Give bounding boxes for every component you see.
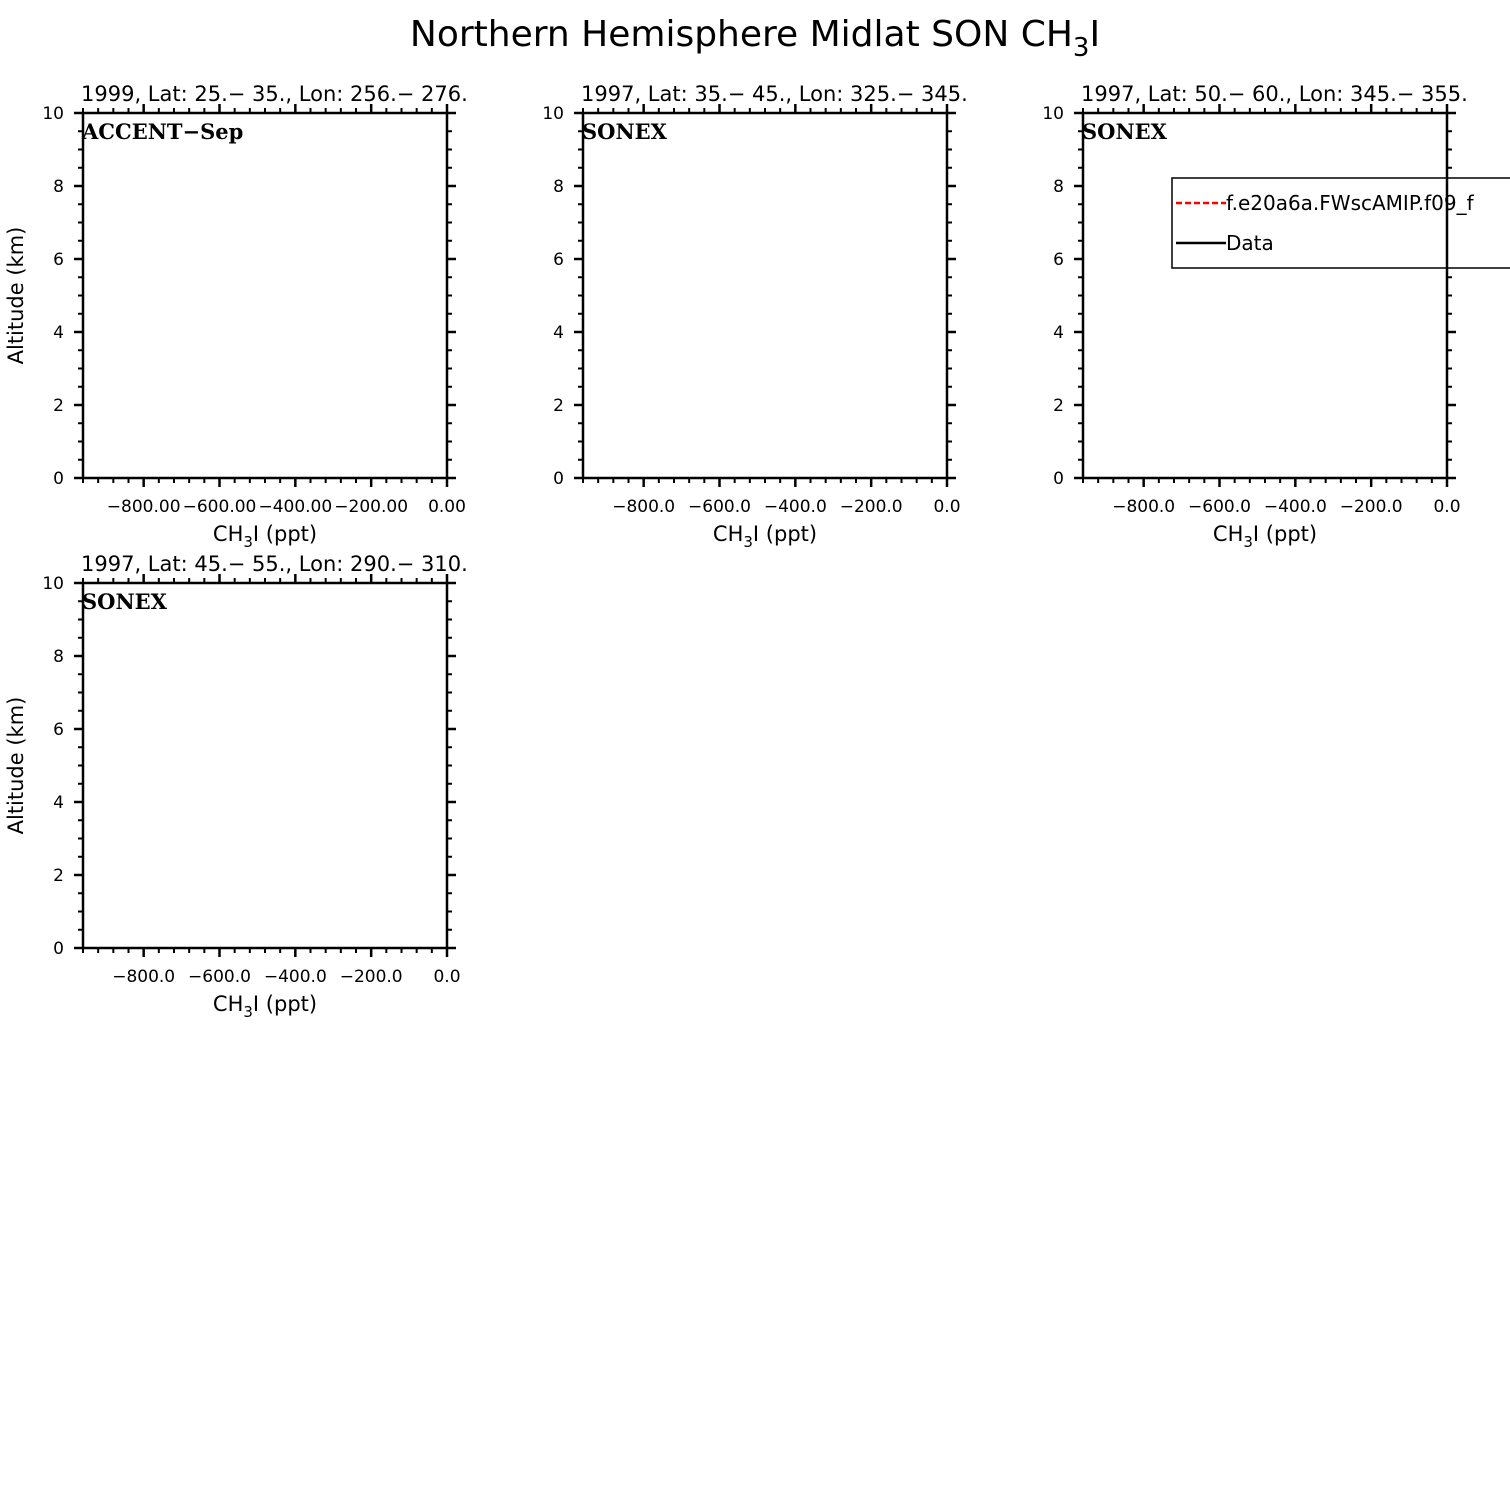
x-tick-label: 0.0 <box>933 497 961 517</box>
campaign-label: ACCENT−Sep <box>82 119 244 144</box>
x-axis-label: $CH_3I$ (ppt) <box>712 522 818 551</box>
campaign-label: SONEX <box>582 119 667 144</box>
x-axis-label: $CH_3I$ (ppt) <box>212 992 318 1021</box>
y-tick-label: 8 <box>1053 177 1064 197</box>
x-tick-label: −800.0 <box>1112 497 1176 517</box>
panels-group <box>4 82 1510 1021</box>
x-tick-label: −200.0 <box>839 497 903 517</box>
panel-title: 1997, Lat: 50.− 60., Lon: 345.− 355. <box>1081 82 1468 106</box>
campaign-label: SONEX <box>1082 119 1167 144</box>
y-tick-label: 8 <box>53 647 64 667</box>
x-tick-label: 0.0 <box>433 967 461 987</box>
legend-label-model: f.e20a6a.FWscAMIP.f09_f <box>1226 191 1474 215</box>
legend <box>1172 178 1510 268</box>
y-tick-label: 4 <box>53 323 64 343</box>
x-tick-label: −200.0 <box>1339 497 1403 517</box>
x-tick-label: −600.0 <box>188 967 251 987</box>
panel-title: 1997, Lat: 45.− 55., Lon: 290.− 310. <box>81 552 468 576</box>
plot-frame <box>83 113 447 478</box>
y-tick-label: 8 <box>553 177 564 197</box>
y-tick-label: 0 <box>53 939 64 959</box>
panel-4 <box>4 552 468 1021</box>
y-tick-label: 0 <box>553 469 564 489</box>
panel-1 <box>4 82 468 551</box>
legend-label-data: Data <box>1226 231 1274 255</box>
panel-title: 1997, Lat: 35.− 45., Lon: 325.− 345. <box>581 82 968 106</box>
x-tick-label: −400.0 <box>763 497 827 517</box>
y-tick-label: 0 <box>53 469 64 489</box>
figure-title: Northern Hemisphere Midlat SON $CH_3I$ <box>409 14 1101 63</box>
x-tick-label: −400.00 <box>258 497 333 517</box>
y-tick-label: 8 <box>53 177 64 197</box>
x-tick-label: −600.0 <box>1188 497 1251 517</box>
x-tick-label: 0.00 <box>428 497 466 517</box>
y-axis-label: Altitude (km) <box>4 696 28 835</box>
x-tick-label: −800.00 <box>106 497 181 517</box>
plot-frame <box>583 113 947 478</box>
plot-frame <box>1083 113 1447 478</box>
y-tick-label: 0 <box>1053 469 1064 489</box>
y-tick-label: 6 <box>53 250 64 270</box>
y-tick-label: 4 <box>1053 323 1064 343</box>
x-axis-label: $CH_3I$ (ppt) <box>212 522 318 551</box>
y-tick-label: 4 <box>553 323 564 343</box>
panel-2 <box>542 82 967 551</box>
plot-frame <box>83 583 447 948</box>
y-tick-label: 6 <box>1053 250 1064 270</box>
y-tick-label: 2 <box>1053 396 1064 416</box>
y-axis-label: Altitude (km) <box>4 226 28 365</box>
panel-3 <box>1042 82 1510 551</box>
x-tick-label: −200.0 <box>339 967 403 987</box>
x-tick-label: −400.0 <box>1263 497 1327 517</box>
y-tick-label: 10 <box>1042 104 1064 124</box>
y-tick-label: 2 <box>53 866 64 886</box>
x-tick-label: −400.0 <box>263 967 327 987</box>
y-tick-label: 2 <box>53 396 64 416</box>
x-tick-label: −800.0 <box>112 967 176 987</box>
y-tick-label: 4 <box>53 793 64 813</box>
y-tick-label: 10 <box>42 104 64 124</box>
x-tick-label: −600.00 <box>182 497 257 517</box>
x-tick-label: −600.0 <box>688 497 751 517</box>
y-tick-label: 10 <box>542 104 564 124</box>
x-axis-label: $CH_3I$ (ppt) <box>1212 522 1318 551</box>
y-tick-label: 6 <box>53 720 64 740</box>
x-tick-label: −200.00 <box>334 497 409 517</box>
x-tick-label: 0.0 <box>1433 497 1461 517</box>
y-tick-label: 6 <box>553 250 564 270</box>
y-tick-label: 2 <box>553 396 564 416</box>
x-tick-label: −800.0 <box>612 497 676 517</box>
campaign-label: SONEX <box>82 589 167 614</box>
y-tick-label: 10 <box>42 574 64 594</box>
panel-title: 1999, Lat: 25.− 35., Lon: 256.− 276. <box>81 82 468 106</box>
